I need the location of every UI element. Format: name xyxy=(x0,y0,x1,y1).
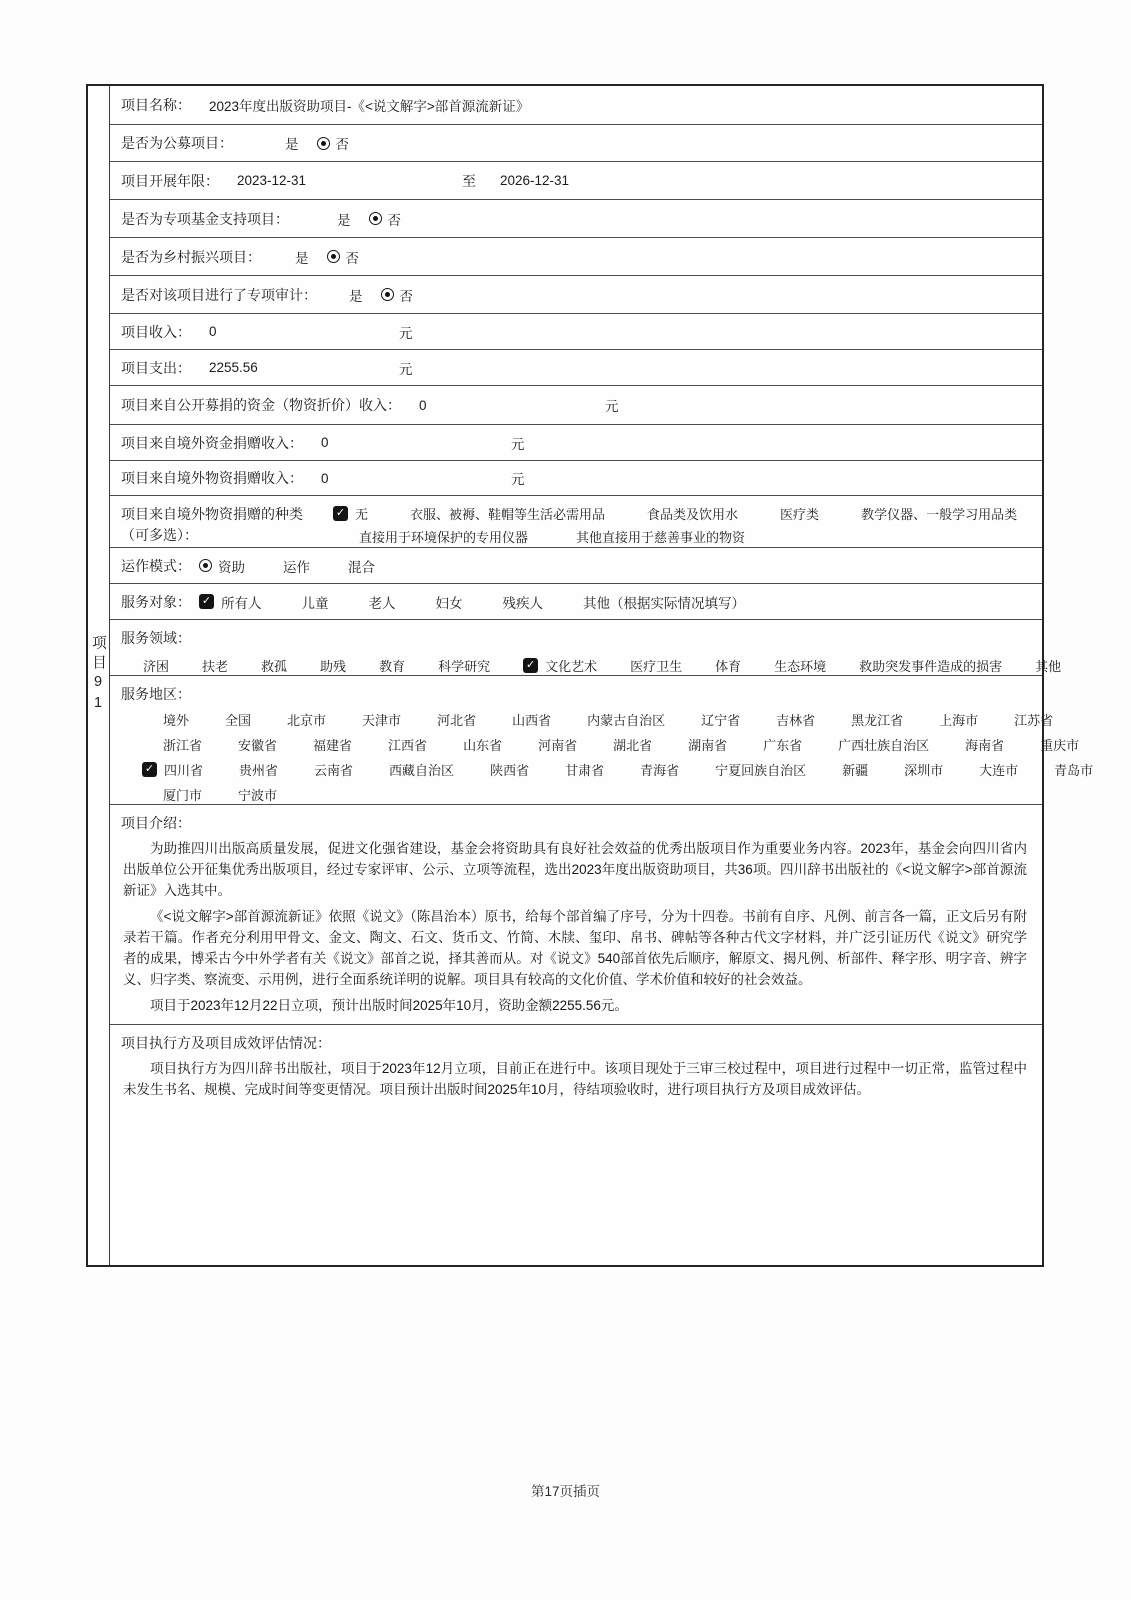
project-income-value: 0 xyxy=(209,324,217,339)
radio-option-label: 混合 xyxy=(348,559,375,575)
overseas-material-income-unit: 元 xyxy=(511,472,525,487)
types-label-line1: 项目来自境外物资捐赠的种类 xyxy=(121,506,303,522)
checkbox-option xyxy=(512,710,551,729)
checkbox-option xyxy=(369,592,396,612)
checkbox-option xyxy=(1040,735,1079,754)
checkbox-icon xyxy=(523,658,538,673)
public-donation-income-value: 0 xyxy=(419,397,427,413)
checkbox-icon xyxy=(199,594,214,609)
radio-option xyxy=(285,133,299,153)
checkbox-option xyxy=(851,710,903,729)
radio-option xyxy=(295,247,309,267)
checkbox-option-label: 体育 xyxy=(715,659,742,674)
checkbox-option-label: 黑龙江省 xyxy=(851,713,904,728)
checkbox-option-label: 宁夏回族自治区 xyxy=(715,763,807,778)
project-period-label: 项目开展年限： xyxy=(121,172,219,189)
radio-option xyxy=(369,209,402,229)
checkbox-option xyxy=(359,527,528,546)
checkbox-option-label: 救孤 xyxy=(261,659,288,674)
radio-option-label: 运作 xyxy=(283,559,310,575)
checkbox-option xyxy=(261,656,287,675)
row-public-donation-income xyxy=(110,386,1042,425)
checkbox-option-label: 青海省 xyxy=(640,763,680,778)
is-public-fundraising-label: 是否为公募项目： xyxy=(121,135,233,151)
checkbox-option-label: 海南省 xyxy=(965,738,1005,753)
checkbox-option xyxy=(410,504,605,523)
checkbox-option-label: 吉林省 xyxy=(776,713,816,728)
checkbox-option-label: 浙江省 xyxy=(163,738,203,753)
intro-paragraph: 为助推四川出版高质量发展，促进文化强省建设，基金会将资助具有良好社会效益的优秀出版项目作为重要业务内容。2023年，基金会向四川省内出版单位公开征集优秀出版项目，经过专家评审、公示、立项等流程，选出2023年度出版资助项目，共36项。四川辞书出版社的《<说文解字>部首源流新证》入选其中。 xyxy=(123,841,1027,898)
checkbox-option xyxy=(630,656,682,675)
checkbox-option xyxy=(163,710,189,729)
checkbox-option-label: 境外 xyxy=(163,713,190,728)
project-expense-label: 项目支出： xyxy=(121,359,191,376)
radio-option-label: 否 xyxy=(335,137,349,152)
checkbox-option xyxy=(842,760,868,779)
executor-evaluation-text xyxy=(121,1058,1031,1108)
radio-option xyxy=(381,285,414,305)
radio-option xyxy=(327,247,360,267)
checkbox-option xyxy=(313,735,352,754)
service-regions-label: 服务地区： xyxy=(121,686,191,702)
public-donation-income-label: 项目来自公开募捐的资金（物资折价）收入： xyxy=(121,397,401,413)
checkbox-option-label: 湖北省 xyxy=(613,738,653,753)
project-expense-value: 2255.56 xyxy=(209,360,258,375)
project-form-table xyxy=(86,84,1094,1267)
types-label-line2: （可多选）： xyxy=(121,527,198,543)
service-regions-line3 xyxy=(121,760,1094,779)
radio-option xyxy=(348,556,375,576)
checkbox-option xyxy=(576,527,745,546)
checkbox-option xyxy=(647,504,738,523)
checkbox-option xyxy=(436,592,463,612)
checkbox-option-label: 重庆市 xyxy=(1040,738,1080,753)
row-project-intro xyxy=(110,805,1042,1025)
row-overseas-fund-income xyxy=(110,425,1042,461)
checkbox-option-label: 医疗类 xyxy=(780,507,820,522)
checkbox-option-label: 大连市 xyxy=(979,763,1019,778)
overseas-material-income-value: 0 xyxy=(321,470,329,486)
checkbox-option-label: 甘肃省 xyxy=(565,763,605,778)
operation-mode-radio-group xyxy=(199,556,375,576)
row-project-income xyxy=(110,314,1042,350)
checkbox-option-label: 其他 xyxy=(1035,659,1062,674)
checkbox-icon xyxy=(142,762,157,777)
checkbox-option xyxy=(587,710,665,729)
radio-option xyxy=(283,556,310,576)
intro-paragraph: 项目于2023年12月22日立项，预计出版时间2025年10月，资助金额2255.56元。 xyxy=(150,998,628,1013)
evaluation-paragraph: 项目执行方为四川辞书出版社，项目于2023年12月立项，目前正在进行中。该项目现处于三审三校过程中，项目进行过程中一切正常，监管过程中未发生书名、规模、完成时间等变更情况。项目预计出版时间2025年10月，待结项验收时，进行项目执行方及项目成效评估。 xyxy=(123,1061,1027,1097)
checkbox-option xyxy=(163,785,202,804)
checkbox-option-label: 文化艺术 xyxy=(545,659,598,674)
project-index-label: 项目91 xyxy=(90,635,106,716)
checkbox-option-label: 生态环境 xyxy=(774,659,827,674)
overseas-material-types-label xyxy=(121,504,333,546)
checkbox-option-label: 助残 xyxy=(320,659,347,674)
overseas-material-types-options xyxy=(333,504,1031,546)
special-audit-radio-group xyxy=(349,285,413,305)
checkbox-option-label: 其他（根据实际情况填写） xyxy=(583,595,745,611)
checkbox-option-label: 广东省 xyxy=(763,738,803,753)
overseas-fund-income-value: 0 xyxy=(321,435,329,450)
period-to-label: 至 xyxy=(462,172,476,189)
checkbox-option xyxy=(701,710,740,729)
checkbox-option xyxy=(225,710,251,729)
checkbox-option xyxy=(538,735,577,754)
row-project-name xyxy=(110,86,1042,125)
service-targets-options xyxy=(199,592,745,612)
is-rural-radio-group xyxy=(295,247,359,267)
checkbox-option-label: 妇女 xyxy=(435,595,463,611)
row-is-rural-revitalization xyxy=(110,238,1042,276)
radio-option-label: 否 xyxy=(387,212,401,228)
project-index-column xyxy=(88,86,110,1265)
checkbox-option xyxy=(613,735,652,754)
radio-option-label: 是 xyxy=(295,250,309,266)
checkbox-option xyxy=(1035,656,1061,675)
checkbox-option-label: 四川省 xyxy=(164,763,204,778)
checkbox-option xyxy=(143,656,169,675)
checkbox-option-label: 厦门市 xyxy=(163,788,203,803)
checkbox-option-label: 广西壮族自治区 xyxy=(838,738,930,753)
checkbox-option-label: 新疆 xyxy=(842,763,869,778)
row-service-regions xyxy=(110,676,1094,805)
service-fields-options xyxy=(121,656,1062,675)
checkbox-option xyxy=(640,760,679,779)
checkbox-option-label: 山东省 xyxy=(463,738,503,753)
types-options-line1 xyxy=(333,504,1031,523)
radio-option-label: 是 xyxy=(337,212,351,228)
checkbox-option xyxy=(780,504,819,523)
checkbox-option xyxy=(163,735,202,754)
checkbox-option-label: 江苏省 xyxy=(1014,713,1054,728)
checkbox-option xyxy=(861,504,1017,523)
checkbox-option-label: 辽宁省 xyxy=(701,713,741,728)
radio-icon xyxy=(327,250,340,263)
intro-paragraph: 《<说文解字>部首源流新证》依照《说文》（陈昌治本）原书，给每个部首编了序号，分为十四卷。书前有自序、凡例、前言各一篇，正文后另有附录若干篇。作者充分利用甲骨文、金文、陶文、石文、货币文、竹简、木牍、玺印、帛书、碑帖等各种古代文字材料，并广泛引证历代《说文》研究学者的成果，博采古今中外学者有关《说文》部首之说，择其善而从。对《说文》540部首依先后顺序，解原文、揭凡例、析部件、释字形、明字音、辨字义、归字类、察流变、示用例，进行全面系统详明的说解。项目具有较高的文化价值、学术价值和较好的社会效益。 xyxy=(123,909,1027,987)
checkbox-option xyxy=(776,710,815,729)
checkbox-option xyxy=(437,710,476,729)
checkbox-option-label: 儿童 xyxy=(301,595,329,611)
is-rural-revitalization-label: 是否为乡村振兴项目： xyxy=(121,248,261,265)
radio-option-label: 是 xyxy=(285,137,299,152)
checkbox-option-label: 宁波市 xyxy=(238,788,278,803)
radio-icon xyxy=(317,137,330,150)
checkbox-option xyxy=(362,710,401,729)
checkbox-option xyxy=(302,592,329,612)
checkbox-option-label: 教学仪器、一般学习用品类 xyxy=(861,507,1018,522)
row-operation-mode xyxy=(110,548,1042,584)
checkbox-option-label: 西藏自治区 xyxy=(389,763,455,778)
radio-option-label: 否 xyxy=(399,288,413,304)
row-project-expense xyxy=(110,350,1042,386)
checkbox-option-label: 衣服、被褥、鞋帽等生活必需用品 xyxy=(410,507,606,522)
checkbox-option-label: 湖南省 xyxy=(688,738,728,753)
checkbox-option-label: 内蒙古自治区 xyxy=(587,713,666,728)
project-income-label: 项目收入： xyxy=(121,323,191,340)
radio-option xyxy=(337,209,351,229)
public-donation-income-unit: 元 xyxy=(605,399,619,414)
checkbox-option xyxy=(565,760,604,779)
checkbox-option-label: 医疗卫生 xyxy=(630,659,683,674)
project-name-label: 项目名称： xyxy=(121,97,191,113)
service-regions-line2 xyxy=(121,735,1080,754)
checkbox-option xyxy=(438,656,490,675)
period-start-date: 2023-12-31 xyxy=(237,173,307,188)
checkbox-option xyxy=(774,656,826,675)
checkbox-option-label: 救助突发事件造成的损害 xyxy=(859,659,1003,674)
checkbox-option-label: 北京市 xyxy=(287,713,327,728)
operation-mode-label: 运作模式： xyxy=(121,557,191,574)
form-body xyxy=(110,86,1094,1265)
radio-icon xyxy=(369,212,382,225)
radio-icon xyxy=(199,559,212,572)
checkbox-option-label: 江西省 xyxy=(388,738,428,753)
service-regions-line1 xyxy=(121,710,1054,729)
checkbox-option-label: 陕西省 xyxy=(490,763,530,778)
service-fields-label: 服务领域： xyxy=(121,630,191,646)
project-expense-unit: 元 xyxy=(399,361,413,377)
checkbox-option xyxy=(490,760,529,779)
checkbox-option-label: 贵州省 xyxy=(239,763,279,778)
checkbox-option xyxy=(389,760,454,779)
row-executor-evaluation xyxy=(110,1025,1042,1265)
service-targets-label: 服务对象： xyxy=(121,593,191,610)
checkbox-option-label: 老人 xyxy=(368,595,396,611)
radio-option-label: 是 xyxy=(349,288,363,304)
radio-option-label: 否 xyxy=(345,250,359,266)
checkbox-option-label: 安徽省 xyxy=(238,738,278,753)
checkbox-option-label: 云南省 xyxy=(314,763,354,778)
row-service-fields xyxy=(110,620,1062,676)
checkbox-icon xyxy=(333,506,348,521)
is-public-fundraising-radio-group xyxy=(285,133,349,153)
checkbox-option-label: 青岛市 xyxy=(1054,763,1094,778)
checkbox-option xyxy=(715,656,741,675)
overseas-fund-income-unit: 元 xyxy=(511,436,525,452)
checkbox-option xyxy=(583,592,745,612)
checkbox-option xyxy=(1014,710,1053,729)
checkbox-option-label: 深圳市 xyxy=(904,763,944,778)
checkbox-option-label: 河北省 xyxy=(437,713,477,728)
checkbox-option-label: 科学研究 xyxy=(438,659,491,674)
checkbox-option-label: 上海市 xyxy=(939,713,979,728)
project-intro-text xyxy=(121,838,1031,1024)
checkbox-option-label: 其他直接用于慈善事业的物资 xyxy=(576,530,746,545)
service-regions-line4 xyxy=(121,785,1031,804)
radio-option xyxy=(199,556,245,576)
page-number: 第17页插页 xyxy=(530,1484,601,1499)
radio-option xyxy=(317,133,350,153)
checkbox-option xyxy=(388,735,427,754)
checkbox-option xyxy=(202,656,228,675)
row-has-special-audit xyxy=(110,276,1042,314)
checkbox-option xyxy=(238,785,277,804)
checkbox-option xyxy=(939,710,978,729)
project-intro-label: 项目介绍： xyxy=(121,815,191,831)
checkbox-option xyxy=(965,735,1004,754)
checkbox-option xyxy=(463,735,502,754)
checkbox-option-label: 食品类及饮用水 xyxy=(647,507,739,522)
checkbox-option-label: 全国 xyxy=(225,713,252,728)
row-service-targets xyxy=(110,584,1042,620)
executor-evaluation-label: 项目执行方及项目成效评估情况： xyxy=(121,1035,331,1051)
checkbox-option xyxy=(688,735,727,754)
checkbox-option xyxy=(904,760,943,779)
project-name-value: 2023年度出版资助项目-《<说文解字>部首源流新证》 xyxy=(209,99,530,114)
checkbox-option-label: 济困 xyxy=(143,659,170,674)
checkbox-option xyxy=(314,760,353,779)
checkbox-option xyxy=(523,656,597,675)
checkbox-option-label: 扶老 xyxy=(202,659,229,674)
checkbox-option-label: 河南省 xyxy=(538,738,578,753)
period-end-date: 2026-12-31 xyxy=(500,173,570,188)
checkbox-option xyxy=(1054,760,1093,779)
checkbox-option-label: 残疾人 xyxy=(502,595,543,611)
checkbox-option-label: 教育 xyxy=(379,659,406,674)
checkbox-option xyxy=(287,710,326,729)
overseas-fund-income-label: 项目来自境外资金捐赠收入： xyxy=(121,434,303,451)
radio-option-label: 资助 xyxy=(218,559,245,575)
is-special-fund-label: 是否为专项基金支持项目： xyxy=(121,210,289,227)
checkbox-option xyxy=(199,592,262,612)
project-income-unit: 元 xyxy=(399,325,413,341)
row-overseas-material-income xyxy=(110,461,1042,496)
checkbox-option-label: 山西省 xyxy=(512,713,552,728)
radio-icon xyxy=(381,288,394,301)
row-is-special-fund xyxy=(110,200,1042,238)
checkbox-option xyxy=(142,760,203,779)
is-special-fund-radio-group xyxy=(337,209,401,229)
checkbox-option xyxy=(859,656,1002,675)
overseas-material-income-label: 项目来自境外物资捐赠收入： xyxy=(121,470,303,486)
checkbox-option-label: 天津市 xyxy=(362,713,402,728)
checkbox-option-label: 福建省 xyxy=(313,738,353,753)
checkbox-option-label: 所有人 xyxy=(221,595,262,611)
checkbox-option xyxy=(503,592,544,612)
checkbox-option xyxy=(333,504,368,523)
has-special-audit-label: 是否对该项目进行了专项审计： xyxy=(121,286,317,303)
checkbox-option xyxy=(320,656,346,675)
checkbox-option-label: 无 xyxy=(355,507,369,522)
checkbox-option xyxy=(838,735,929,754)
row-overseas-material-types xyxy=(110,496,1042,548)
checkbox-option-label: 直接用于环境保护的专用仪器 xyxy=(359,530,529,545)
radio-option xyxy=(349,285,363,305)
checkbox-option xyxy=(238,735,277,754)
checkbox-option xyxy=(239,760,278,779)
row-is-public-fundraising xyxy=(110,125,1042,162)
checkbox-option xyxy=(763,735,802,754)
types-options-line2 xyxy=(359,527,1031,546)
row-project-period xyxy=(110,162,1042,200)
checkbox-option xyxy=(715,760,806,779)
checkbox-option xyxy=(979,760,1018,779)
checkbox-option xyxy=(379,656,405,675)
